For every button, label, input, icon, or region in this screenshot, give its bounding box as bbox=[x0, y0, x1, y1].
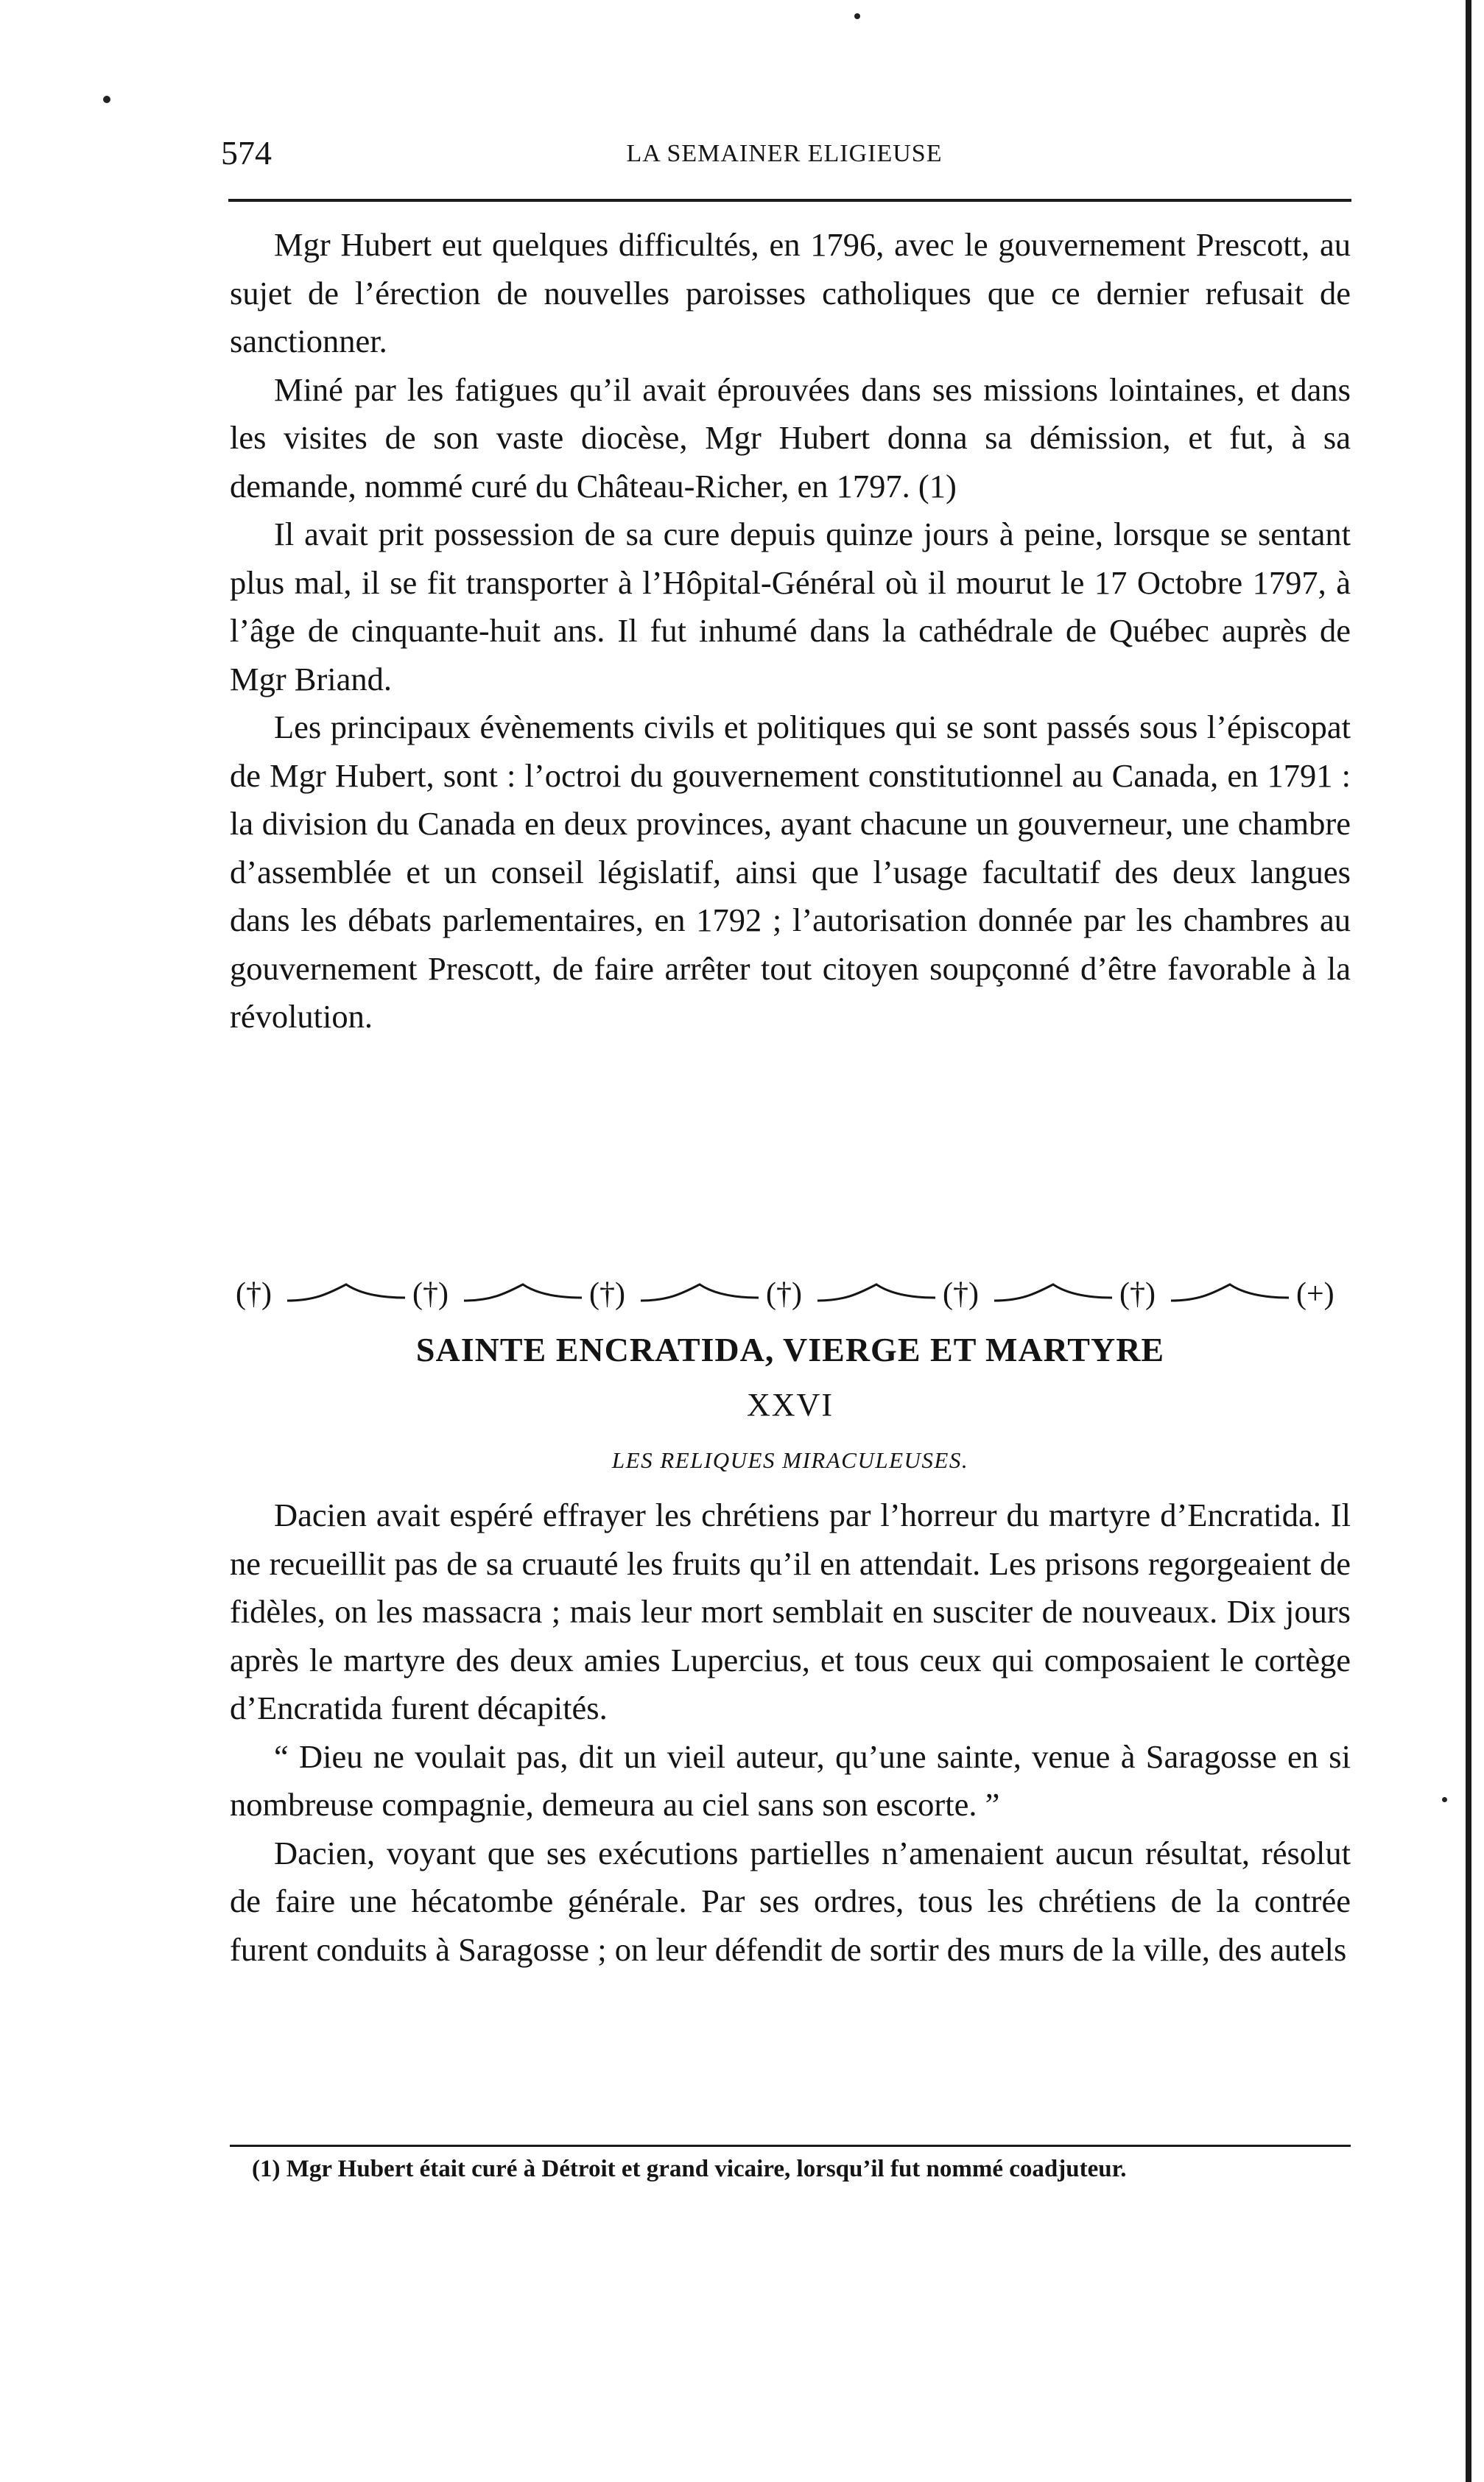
cross-ornament-divider bbox=[236, 1271, 1355, 1315]
cross-mark: (+) bbox=[1296, 1277, 1334, 1311]
paragraph: Dacien avait espéré effrayer les chrétiens par l’horreur du martyre d’Encratida. Il ne recueillit pas de sa cruauté les fruits qu’il en attendait. Les prisons regorgeaient de fidèles, on les massacra ; mais leur mort semblait en susciter de nouveaux. Dix jours après le martyre des deux amies Lupercius, et tous ceux qui composaient le cortège d’Encratida furent décapités. bbox=[230, 1497, 1351, 1726]
paragraph: Miné par les fatigues qu’il avait éprouvées dans ses missions lointaines, et dans les visites de son vaste diocèse, Mgr Hubert donna sa démission, et fut, à sa demande, nommé curé du Château-Richer, en 1797. (1) bbox=[230, 370, 1351, 505]
footnote-text: (1) Mgr Hubert était curé à Détroit et grand vicaire, lorsqu’il fut nommé coadjuteur. bbox=[252, 2156, 1127, 2182]
swash-flourish bbox=[287, 1284, 405, 1301]
section-encratida-text bbox=[230, 1491, 1351, 1974]
cross-mark: (†) bbox=[1119, 1277, 1156, 1311]
page-header bbox=[221, 131, 1348, 183]
scan-speck bbox=[1442, 1797, 1447, 1802]
header-rule bbox=[228, 199, 1351, 202]
cross-mark: (†) bbox=[766, 1277, 802, 1311]
chapter-title: SAINTE ENCRATIDA, VIERGE ET MARTYRE bbox=[415, 1331, 1165, 1368]
swash-flourish bbox=[817, 1284, 935, 1301]
swash-flourish bbox=[641, 1284, 759, 1301]
scan-speck bbox=[854, 13, 860, 19]
paragraph: Il avait prit possession de sa cure depuis quinze jours à peine, lorsque se sentant plus mal, il se fit transporter à l’Hôpital-Général où il mourut le 17 Octobre 1797, à l’âge de cinquante-huit ans. Il fut inhumé dans la cathédrale de Québec auprès de Mgr Briand. bbox=[230, 516, 1351, 697]
footnote-rule bbox=[230, 2145, 1351, 2147]
running-title: LA SEMAINER ELIGIEUSE bbox=[626, 140, 943, 167]
cross-mark: (†) bbox=[412, 1277, 449, 1311]
swash-flourish bbox=[994, 1284, 1112, 1301]
paragraph: Mgr Hubert eut quelques difficultés, en 1796, avec le gouvernement Prescott, au sujet de l’érection de nouvelles paroisses catholiques que ce dernier refusait de sanctionner. bbox=[230, 226, 1351, 359]
swash-flourish bbox=[1171, 1284, 1289, 1301]
cross-mark: (†) bbox=[236, 1277, 272, 1311]
chapter-number: XXVI bbox=[747, 1387, 834, 1423]
scan-speck bbox=[103, 96, 110, 103]
paragraph: Les principaux évènements civils et politiques qui se sont passés sous l’épiscopat de Mgr Hubert, sont : l’octroi du gouvernement constitutionnel au Canada, en 1791 : la division du Canada en deux provinces, ayant chacune un gouverneur, une chambre d’assemblée et un conseil législatif, ainsi que l’usage facultatif des deux langues dans les débats parlementaires, en 1792 ; l’autorisation donnée par les chambres au gouvernement Prescott, de faire arrêter tout citoyen soupçonné d’être favorable à la révolution. bbox=[230, 709, 1351, 1035]
ornament-svg bbox=[236, 1271, 1355, 1315]
swash-flourish bbox=[464, 1284, 582, 1301]
footnote bbox=[230, 2152, 1351, 2186]
section-hubert-text bbox=[230, 221, 1351, 1041]
page-number: 574 bbox=[221, 134, 272, 172]
paragraph: Dacien, voyant que ses exécutions partielles n’amenaient aucun résultat, résolut de faire une hécatombe générale. Par ses ordres, tous les chrétiens de la contrée furent conduits à Saragosse ; on leur défendit de sortir des murs de la ville, des autels bbox=[230, 1834, 1351, 1968]
scan-edge-bar bbox=[1466, 0, 1471, 2482]
cross-mark: (†) bbox=[943, 1277, 979, 1311]
paragraph: “ Dieu ne voulait pas, dit un vieil auteur, qu’une sainte, venue à Saragosse en si nombreuse compagnie, demeura au ciel sans son escorte. ” bbox=[230, 1737, 1351, 1823]
cross-mark: (†) bbox=[589, 1277, 625, 1311]
chapter-subtitle: LES RELIQUES MIRACULEUSES. bbox=[611, 1447, 969, 1473]
